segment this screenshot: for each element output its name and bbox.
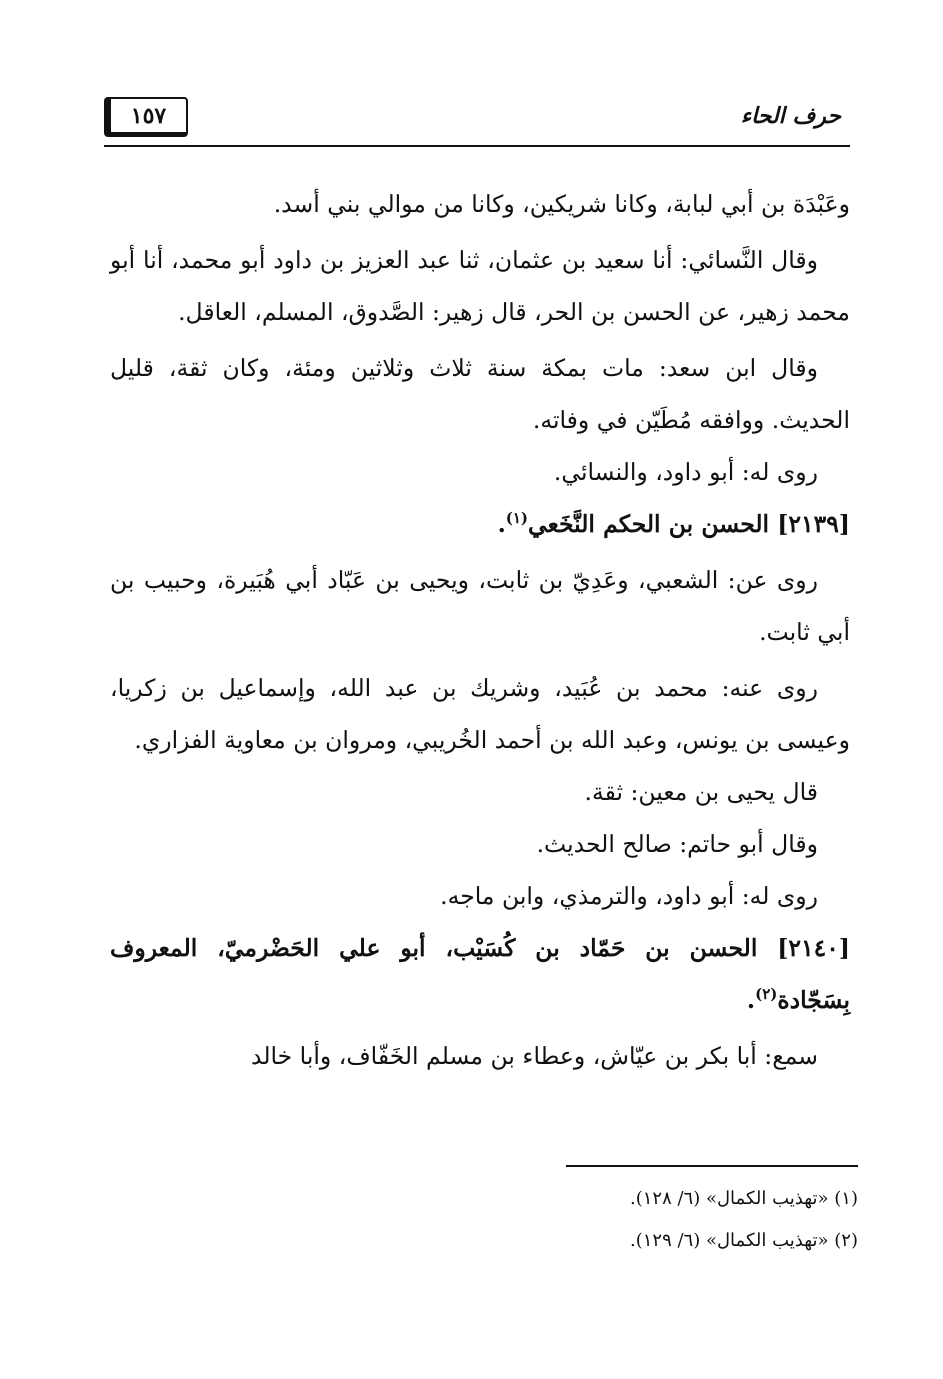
footnote-ref-1: (١) bbox=[505, 509, 529, 528]
paragraph-ibn-maeen: قال يحيى بن معين: ثقة. bbox=[584, 778, 818, 806]
paragraph-continuation: وعَبْدَة بن أبي لبابة، وكانا شريكين، وكانا من موالي بني أسد. bbox=[273, 190, 850, 218]
header-divider bbox=[104, 145, 850, 147]
entry-heading-2140: [٢١٤٠] الحسن بن حَمّاد بن كُسَيْب، أبو علي الحَضْرميّ، المعروف بِسَجّادة$^{(٢)}$. bbox=[110, 934, 850, 1014]
paragraph-narrated-by-2: روى له: أبو داود، والترمذي، وابن ماجه. bbox=[440, 882, 818, 910]
footnotes bbox=[358, 1178, 858, 1262]
paragraph-narrated-from: روى عن: الشعبي، وعَدِيّ بن ثابت، ويحيى بن عَبّاد أبي هُبَيرة، وحبيب بن أبي ثابت. bbox=[110, 566, 850, 646]
paragraph-nasai-quote: وقال النَّسائي: أنا سعيد بن عثمان، ثنا عبد العزيز بن داود أبو محمد، أنا أبو محمد زهير، عن الحسن بن الحر، قال زهير: الصَّدوق، المسلم، العاقل. bbox=[110, 246, 850, 326]
entry-title-2139: [٢١٣٩] الحسن بن الحكم النَّخَعي bbox=[528, 510, 850, 538]
page-number: ١٥٧ bbox=[130, 102, 167, 129]
running-header-title: حرف الحاء bbox=[740, 103, 841, 129]
paragraph-heard-from: سمع: أبا بكر بن عيّاش، وعطاء بن مسلم الخَفّاف، وأبا خالد bbox=[251, 1042, 818, 1070]
main-text bbox=[110, 178, 850, 1082]
footnote-divider bbox=[566, 1165, 858, 1167]
footnote-ref-2: (٢) bbox=[755, 985, 778, 1004]
footnote-1: (١) «تهذيب الكمال» (٦/ ١٢٨). bbox=[629, 1188, 858, 1209]
page-number-badge bbox=[104, 97, 188, 137]
footnote-2: (٢) «تهذيب الكمال» (٦/ ١٢٩). bbox=[629, 1230, 858, 1251]
paragraph-abu-hatim: وقال أبو حاتم: صالح الحديث. bbox=[536, 830, 818, 858]
entry-heading-2139: [٢١٣٩] الحسن بن الحكم النَّخَعي$^{(١)}$. bbox=[497, 509, 850, 538]
paragraph-narrated-by: روى له: أبو داود، والنسائي. bbox=[553, 458, 818, 486]
paragraph-narrated-to: روى عنه: محمد بن عُبَيد، وشريك بن عبد الله، وإسماعيل بن زكريا، وعيسى بن يونس، وعبد الله بن أحمد الخُريبي، ومروان بن معاوية الفزاري. bbox=[110, 674, 850, 754]
entry-title-2140: [٢١٤٠] الحسن بن حَمّاد بن كُسَيْب، أبو علي الحَضْرميّ، المعروف بِسَجّادة bbox=[110, 934, 850, 1014]
paragraph-ibn-saad: وقال ابن سعد: مات بمكة سنة ثلاث وثلاثين ومئة، وكان ثقة، قليل الحديث. ووافقه مُطَيّن في وفاته. bbox=[110, 354, 850, 434]
